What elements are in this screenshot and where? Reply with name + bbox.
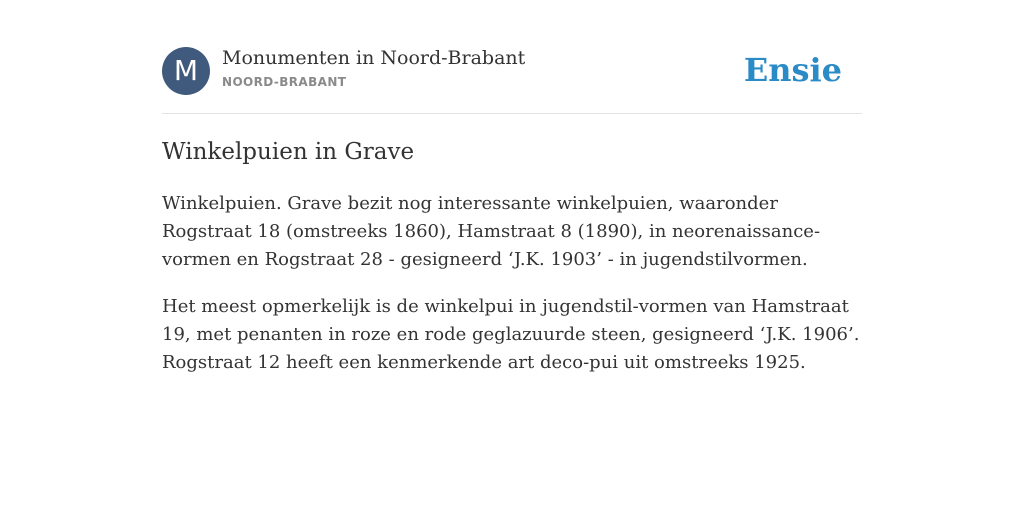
article-body	[162, 190, 862, 396]
article-paragraph: Winkelpuien. Grave bezit nog interessante winkelpuien, waaronder Rogstraat 18 (omstreeks 1860), Hamstraat 8 (1890), in neorenaissance-vormen en Rogstraat 28 - gesigneerd ‘J.K. 1903’ - in jugendstilvormen.	[162, 193, 821, 270]
article-card	[162, 46, 862, 373]
brand-logo[interactable]: Ensie	[743, 51, 842, 89]
page-title: Winkelpuien in Grave	[162, 139, 415, 165]
article-paragraph: Het meest opmerkelijk is de winkelpui in jugendstil-vormen van Hamstraat 19, met penanten in roze en rode geglazuurde steen, gesigneerd ‘J.K. 1906’. Rogstraat 12 heeft een kenmerkende art deco-pui uit omstreeks 1925.	[162, 296, 860, 373]
divider	[162, 113, 862, 114]
site-title[interactable]: Monumenten in Noord-Brabant	[222, 47, 526, 69]
card-header	[162, 46, 862, 96]
site-region[interactable]: NOORD-BRABANT	[222, 75, 347, 89]
avatar[interactable]: M	[162, 47, 210, 95]
